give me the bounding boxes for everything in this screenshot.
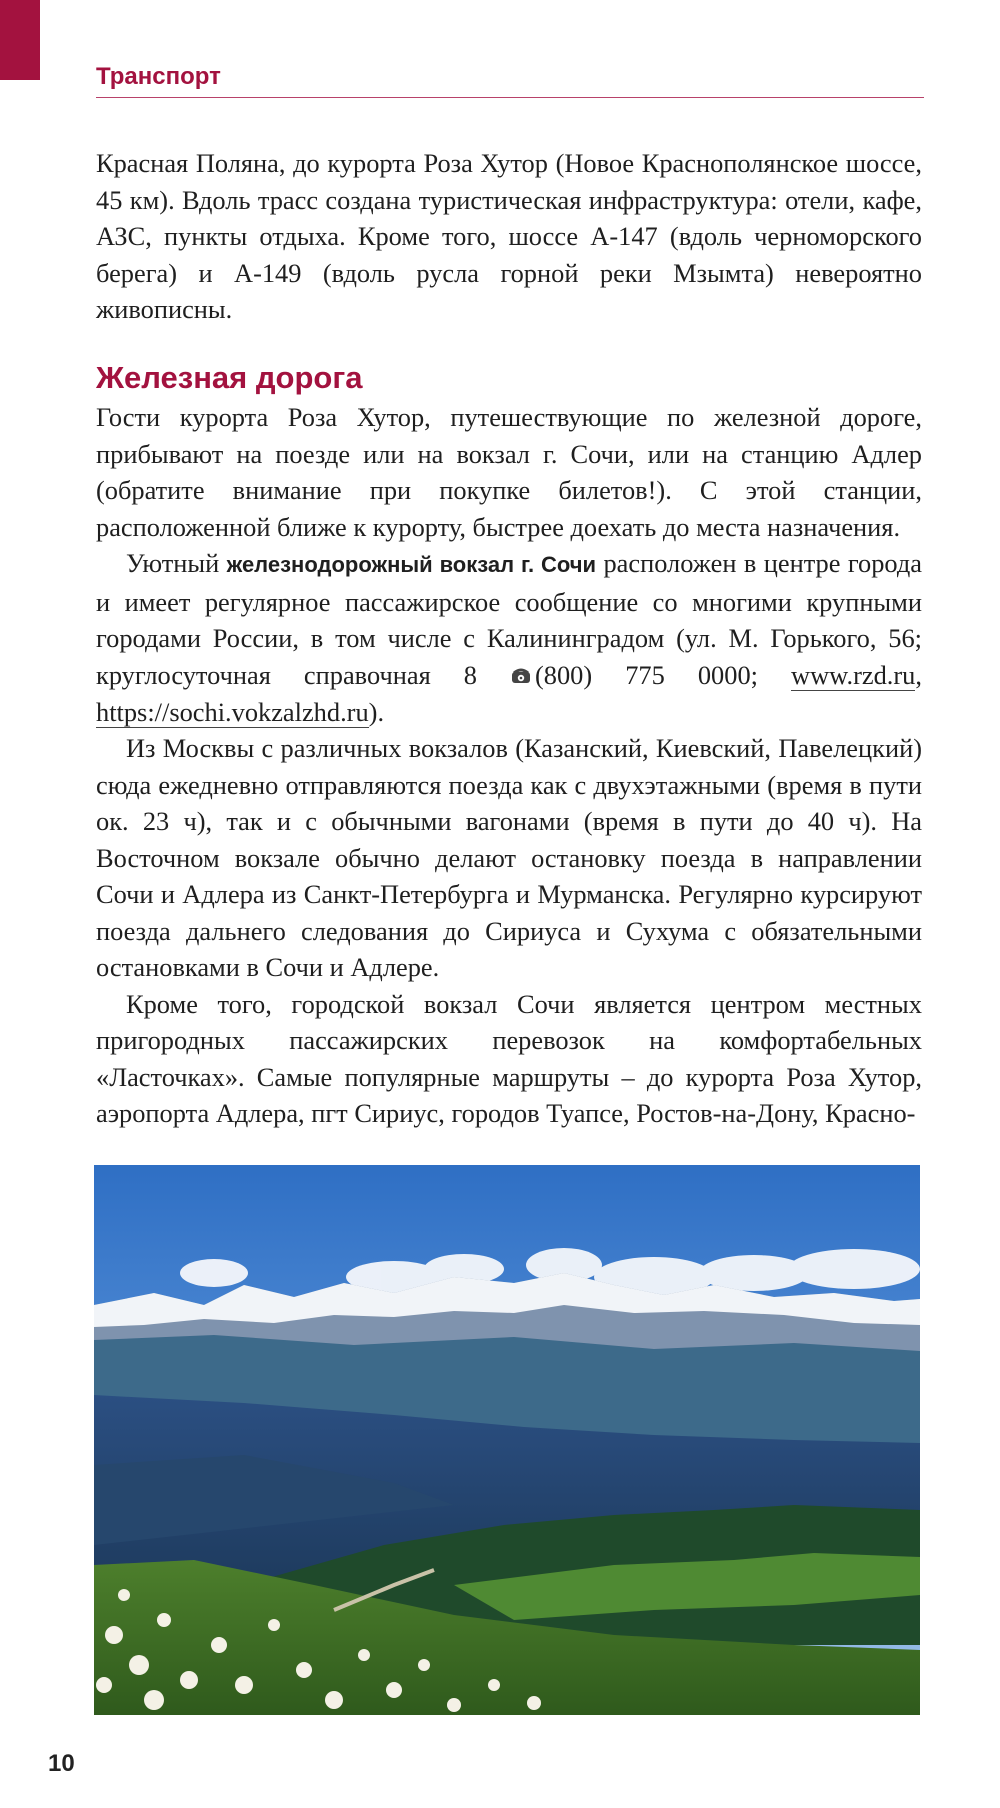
rzd-link[interactable]: www.rzd.ru — [791, 659, 916, 690]
sochi-station-name: железнодорожный вокзал г. Сочи — [226, 552, 597, 577]
page-number: 10 — [48, 1750, 75, 1777]
railway-paragraph-4: Кроме того, городской вокзал Сочи является центром местных пригородных пассажирских перевозок на комфортабельных «Ласточках». Самые популярные маршруты – до курорта Роза Хутор, аэропорта Адлера, пгт Сириус, городов Туапсе, Ростов-на-Дону, Красно- — [96, 988, 922, 1129]
mountain-photo — [94, 1165, 920, 1715]
phone-icon — [481, 657, 531, 694]
railway-heading: Железная дорога — [96, 360, 363, 395]
railway-paragraph-2 — [96, 545, 922, 730]
p2-start: Уютный — [126, 548, 220, 578]
vokzal-link[interactable]: https://sochi.vokzalzhd.ru — [96, 696, 369, 727]
railway-paragraph-1: Гости курорта Роза Хутор, путешествующие по железной дороге, прибывают на поезде или на вокзал г. Сочи, или на станцию Адлер (обратите внимание при покупке билетов!). С этой станции, расположенной ближе к курорту, быстрее доехать до места назначения. — [96, 402, 922, 542]
section-title: Транспорт — [96, 63, 221, 90]
intro-paragraph — [96, 145, 922, 328]
railway-paragraph-3: Из Москвы с различных вокзалов (Казанский, Киевский, Павелецкий) сюда ежедневно отправляются поезда как с двухэтажными (время в пути ок. 23 ч), так и с обычными вагонами (время в пути до 40 ч). На Восточном вокзале обычно делают остановку поезда в направлении Сочи и Адлера из Санкт-Петербурга и Мурманска. Регулярно курсируют поезда дальнего следования до Сириуса и Сухума с обязательными остановками в Сочи и Адлере. — [96, 733, 922, 983]
running-header — [96, 53, 924, 98]
railway-body — [96, 399, 922, 1132]
corner-tab — [0, 0, 40, 80]
p2-mid: расположен в центре города и имеет регулярное пассажирское сообщение со многими крупными городами России, в том числе с Калининградом (ул. М. Горького, 56; круглосуточная справочная 8 — [96, 548, 922, 690]
intro-text: Красная Поляна, до курорта Роза Хутор (Новое Краснополянское шоссе, 45 км). Вдоль трасс создана туристическая инфраструктура: отели, кафе, АЗС, пункты отдыха. Кроме того, шоссе А-147 (вдоль черноморского берега) и А-149 (вдоль русла горной реки Мзымта) невероятно живописны. — [96, 148, 922, 324]
link-separator: , — [915, 659, 922, 690]
p2-end: ). — [368, 696, 385, 727]
phone-number: (800) 775 0000; — [534, 659, 758, 690]
